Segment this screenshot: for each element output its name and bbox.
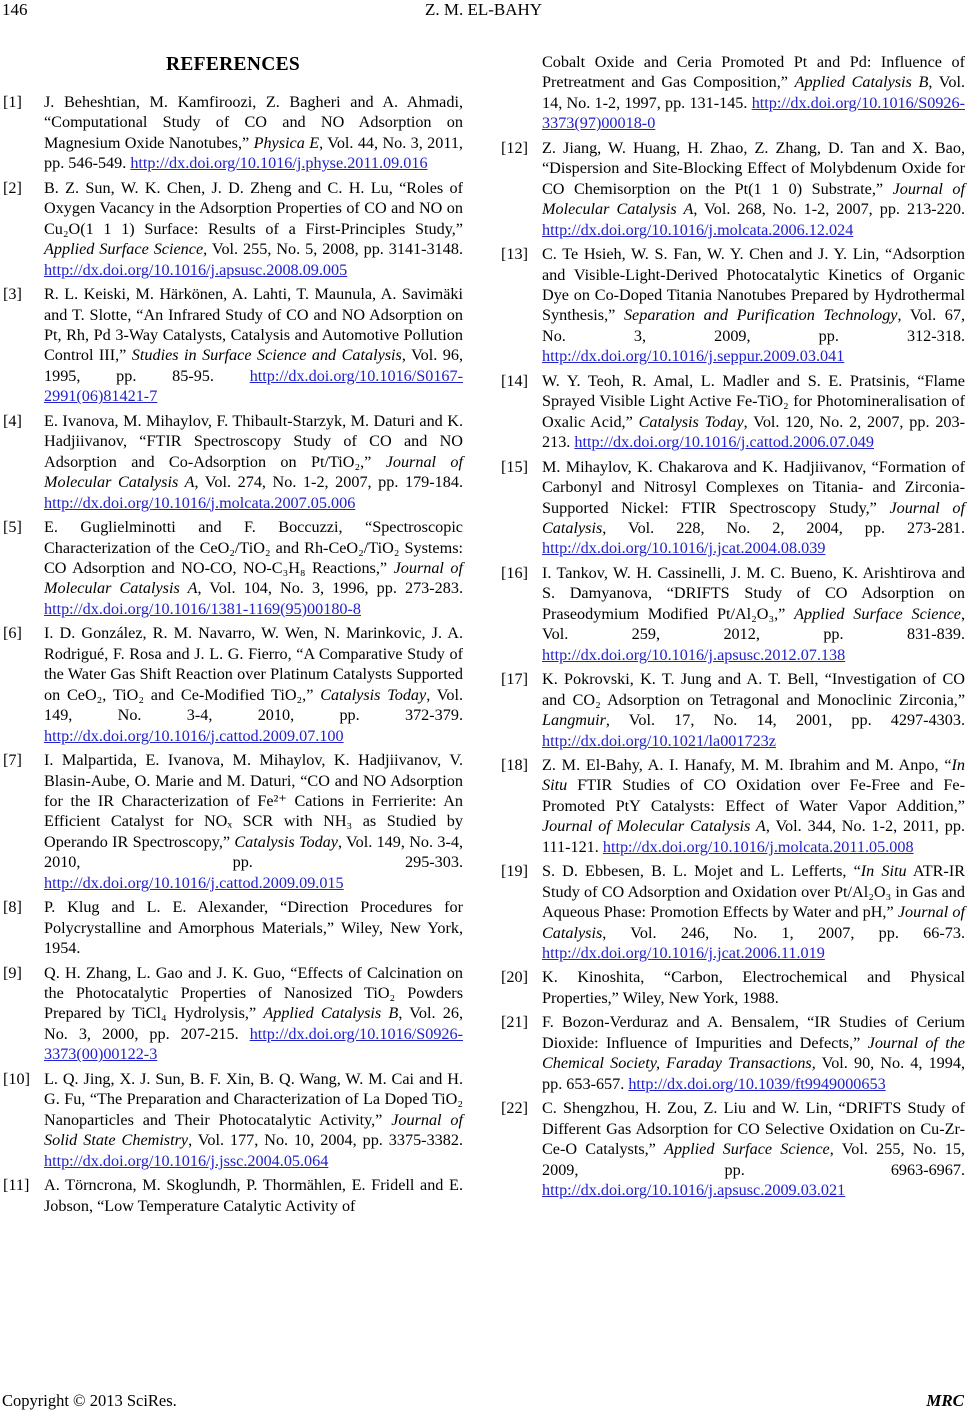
reference-item [501,861,965,963]
reference-number: [4] [3,411,22,430]
journal-title: Catalysis Today [320,685,427,704]
reference-text: W. Y. Teoh, R. Amal, L. Madler and S. E. Pratsinis, “Flame Sprayed Visible Light Active Fe-TiO₂ for Photomineralisation of Oxalic Acid,” Catalysis Today, Vol. 120, No. 2, 2007, pp. 203-213. http://dx.doi.org/10.1016/j.cattod.2006.07.049 [542,371,965,452]
reference-text: S. D. Ebbesen, B. L. Mojet and L. Lefferts, “In Situ ATR-IR Study of CO Adsorption and Oxidation over Pt/Al₂O₃ in Gas and Aqueous Phase: Promotion Effects by Water and pH,” Journal of Catalysis, Vol. 246, No. 1, 2007, pp. 66-73. http://dx.doi.org/10.1016/j.jcat.2006.11.019 [542,862,966,963]
reference-item [501,967,965,1008]
running-title: Z. M. EL-BAHY [424,0,543,19]
reference-text: Cobalt Oxide and Ceria Promoted Pt and Pd: Influence of Pretreatment and Gas Composition,” Applied Catalysis B, Vol. 14, No. 1-2, 1997, pp. 131-145. http://dx.doi.org/10.1016/S0926-3373(97)00018-0 [542,53,965,133]
doi-link[interactable]: http://dx.doi.org/10.1016/S0926-3373(00)00122-3 [44,1024,463,1064]
journal-title: Journal of Molecular Catalysis A [44,558,463,598]
reference-item [3,178,463,280]
journal-title: Applied Catalysis B [263,1004,399,1023]
reference-number: [17] [501,670,528,689]
reference-continuation [501,52,965,134]
reference-number: [20] [501,968,528,987]
journal-title: Journal of Molecular Catalysis A [542,179,965,219]
doi-link[interactable]: http://dx.doi.org/10.1016/j.physe.2011.09.016 [130,154,428,173]
reference-text: P. Klug and L. E. Alexander, “Direction Procedures for Polycrystalline and Amorphous Materials,” Wiley, New York, 1954. [44,898,463,958]
reference-number: [1] [3,93,22,111]
doi-link[interactable]: http://dx.doi.org/10.1016/j.jcat.2006.11.019 [542,944,825,963]
doi-link[interactable]: http://dx.doi.org/10.1016/j.apsusc.2008.09.005 [44,260,348,279]
reference-item [3,92,463,174]
reference-item [501,1098,965,1200]
reference-number: [18] [501,755,528,774]
reference-text: B. Z. Sun, W. K. Chen, J. D. Zheng and C. H. Lu, “Roles of Oxygen Vacancy in the Adsorption Properties of CO and NO on Cu₂O(1 1 1) Surface: Results of a First-Principles Study,” Applied Surface Science, Vol. 255, No. 5, 2008, pp. 3141-3148. http://dx.doi.org/10.1016/j.apsusc.2008.09.005 [44,178,463,279]
reference-text: I. Malpartida, E. Ivanova, M. Mihaylov, K. Hadjiivanov, V. Blasin-Aube, O. Marie and M. Daturi, “CO and NO Adsorption for the IR Characterization of Fe²⁺ Cations in Ferrierite: An Efficient Catalyst for NOₓ SCR with NH₃ as Studied by Operando IR Spectroscopy,” Catalysis Today, Vol. 149, No. 3-4, 2010, pp. 295-303. http://dx.doi.org/10.1016/j.cattod.2009.09.015 [44,751,463,892]
references-column-right [501,52,965,1204]
reference-item [3,517,463,619]
journal-title: Journal of Molecular Catalysis A [542,817,766,836]
reference-item [501,563,965,665]
reference-number: [7] [3,751,22,770]
reference-item [3,284,463,407]
journal-title: In Situ [860,862,907,881]
reference-number: [10] [3,1069,30,1088]
reference-number: [9] [3,963,22,982]
journal-title: Journal of Molecular Catalysis A [44,452,463,492]
doi-link[interactable]: http://dx.doi.org/10.1016/j.jssc.2004.05.064 [44,1151,329,1170]
reference-number: [2] [3,178,22,197]
reference-text: J. Beheshtian, M. Kamfiroozi, Z. Bagheri and A. Ahmadi, “Computational Study of CO and NO Adsorption on Magnesium Oxide Nanotubes,” Physica E, Vol. 44, No. 3, 2011, pp. 546-549. http://dx.doi.org/10.1016/j.physe.2011.09.016 [44,93,463,173]
journal-title: Applied Surface Science [664,1140,830,1159]
journal-title: Studies in Surface Science and Catalysis [131,346,402,365]
reference-item [3,623,463,746]
doi-link[interactable]: http://dx.doi.org/10.1016/j.cattod.2006.07.049 [574,433,874,452]
reference-text: I. D. González, R. M. Navarro, W. Wen, N. Marinkovic, J. A. Rodrigué, F. Rosa and J. L. G. Fierro, “A Comparative Study of the Water Gas Shift Reaction over Platinum Catalysts Supported on CeO₂, TiO₂ and Ce-Modified TiO₂,” Catalysis Today, Vol. 149, No. 3-4, 2010, pp. 372-379. http://dx.doi.org/10.1016/j.cattod.2009.07.100 [44,624,463,745]
reference-item [501,244,965,367]
doi-link[interactable]: http://dx.doi.org/10.1016/j.molcata.2011.05.008 [602,837,914,856]
doi-link[interactable]: http://dx.doi.org/10.1016/S0926-3373(97)00018-0 [542,93,965,133]
reference-number: [11] [3,1176,30,1195]
reference-text: E. Ivanova, M. Mihaylov, F. Thibault-Starzyk, M. Daturi and K. Hadjiivanov, “FTIR Spectroscopy Study of CO and NO Adsorption and Co-Adsorption on Pt/TiO₂,” Journal of Molecular Catalysis A, Vol. 274, No. 1-2, 2007, pp. 179-184. http://dx.doi.org/10.1016/j.molcata.2007.05.006 [44,411,463,512]
journal-title: Journal of Solid State Chemistry [44,1110,463,1150]
reference-text: R. L. Keiski, M. Härkönen, A. Lahti, T. Maunula, A. Savimäki and T. Slotte, “An Infrared Study of CO and NO Adsorption on Pt, Rh, Pd 3-Way Catalysts, Catalysis and Automotive Pollution Control III,” Studies in Surface Science and Catalysis, Vol. 96, 1995, pp. 85-95. http://dx.doi.org/10.1016/S0167-2991(06)81421-7 [44,285,464,406]
reference-number: [22] [501,1099,528,1118]
doi-link[interactable]: http://dx.doi.org/10.1016/j.apsusc.2012.07.138 [542,645,846,664]
reference-text: L. Q. Jing, X. J. Sun, B. F. Xin, B. Q. Wang, W. M. Cai and H. G. Fu, “The Preparation and Characterization of La Doped TiO₂ Nanoparticles and Their Photocatalytic Activity,” Journal of Solid State Chemistry, Vol. 177, No. 10, 2004, pp. 3375-3382. http://dx.doi.org/10.1016/j.jssc.2004.05.064 [44,1069,463,1170]
reference-text: C. Shengzhou, H. Zou, Z. Liu and W. Lin, “DRIFTS Study of Different Gas Adsorption for CO Selective Oxidation on Cu-Zr-Ce-O Catalysts,” Applied Surface Science, Vol. 255, No. 15, 2009, pp. 6963-6967. http://dx.doi.org/10.1016/j.apsusc.2009.03.021 [542,1099,965,1200]
journal-title: Journal of the Chemical Society, Faraday Transactions [542,1033,965,1073]
reference-text: Q. H. Zhang, L. Gao and J. K. Guo, “Effects of Calcination on the Photocatalytic Properties of Nanosized TiO₂ Powders Prepared by TiCl₄ Hydrolysis,” Applied Catalysis B, Vol. 26, No. 3, 2000, pp. 207-215. http://dx.doi.org/10.1016/S0926-3373(00)00122-3 [44,963,463,1064]
doi-link[interactable]: http://dx.doi.org/10.1016/S0167-2991(06)81421-7 [44,366,463,406]
journal-title: Physica E [253,133,320,152]
journal-title: Catalysis Today [234,832,338,851]
reference-text: K. Kinoshita, “Carbon, Electrochemical and Physical Properties,” Wiley, New York, 1988. [542,968,965,1007]
reference-number: [19] [501,862,528,881]
reference-text: Z. Jiang, W. Huang, H. Zhao, Z. Zhang, D. Tan and X. Bao, “Dispersion and Site-Blocking Effect of Molybdenum Oxide for CO Chemisorption on the Pt(1 1 0) Substrate,” Journal of Molecular Catalysis A, Vol. 268, No. 1-2, 2007, pp. 213-220. http://dx.doi.org/10.1016/j.molcata.2006.12.024 [542,138,965,239]
journal-title: Langmuir [542,711,606,730]
reference-item [501,457,965,559]
journal-title: Applied Surface Science [794,604,961,623]
doi-link[interactable]: http://dx.doi.org/10.1016/j.molcata.2007.05.006 [44,493,356,512]
journal-code: MRC [926,1391,964,1410]
reference-item [501,371,965,453]
reference-number: [21] [501,1013,528,1032]
doi-link[interactable]: http://dx.doi.org/10.1016/j.jcat.2004.08.039 [542,539,826,558]
references-column-left [3,50,463,1220]
journal-title: Journal of Catalysis [542,498,965,537]
page-number: 146 [2,0,28,19]
reference-number: [3] [3,285,22,304]
copyright-notice: Copyright © 2013 SciRes. [2,1391,177,1410]
reference-text: A. Törncrona, M. Skoglundh, P. Thormählen, E. Fridell and E. Jobson, “Low Temperature Catalytic Activity of [44,1176,463,1215]
reference-item [501,1012,965,1094]
doi-link[interactable]: http://dx.doi.org/10.1016/j.cattod.2009.09.015 [44,873,344,892]
reference-number: [16] [501,563,528,582]
reference-item [3,1069,463,1171]
doi-link[interactable]: http://dx.doi.org/10.1039/ft9949000653 [628,1074,886,1093]
journal-title: Journal of Catalysis [542,903,965,942]
reference-text: F. Bozon-Verduraz and A. Bensalem, “IR Studies of Cerium Dioxide: Influence of Impurities and Defects,” Journal of the Chemical Society, Faraday Transactions, Vol. 90, No. 4, 1994, pp. 653-657. http://dx.doi.org/10.1039/ft9949000653 [542,1013,965,1093]
reference-text: C. Te Hsieh, W. S. Fan, W. Y. Chen and J. Y. Lin, “Adsorption and Visible-Light-Derived Photocatalytic Kinetics of Organic Dye on Co-Doped Titania Nanotubes Prepared by Hydrothermal Synthesis,” Separation and Purification Technology, Vol. 67, No. 3, 2009, pp. 312-318. http://dx.doi.org/10.1016/j.seppur.2009.03.041 [542,245,966,366]
section-title: REFERENCES [165,54,301,75]
journal-title: Applied Surface Science [44,240,204,259]
doi-link[interactable]: http://dx.doi.org/10.1016/j.seppur.2009.03.041 [542,347,845,366]
reference-item [3,897,463,958]
reference-number: [13] [501,245,528,264]
reference-item [501,138,965,240]
reference-item [3,963,463,1065]
reference-text: E. Guglielminotti and F. Boccuzzi, “Spectroscopic Characterization of the CeO₂/TiO₂ and Rh-CeO₂/TiO₂ Systems: CO Adsorption and NO-CO, NO-C₃H₈ Reactions,” Journal of Molecular Catalysis A, Vol. 104, No. 3, 1996, pp. 273-283. http://dx.doi.org/10.1016/1381-1169(95)00180-8 [44,518,463,618]
reference-text: K. Pokrovski, K. T. Jung and A. T. Bell, “Investigation of CO and CO₂ Adsorption on Tetragonal and Monoclinic Zirconia,” Langmuir, Vol. 17, No. 14, 2001, pp. 4297-4303. http://dx.doi.org/10.1021/la001723z [542,670,965,750]
reference-item [3,1175,463,1216]
doi-link[interactable]: http://dx.doi.org/10.1021/la001723z [542,731,776,750]
reference-number: [12] [501,138,528,157]
journal-title: In Situ [542,755,965,795]
doi-link[interactable]: http://dx.doi.org/10.1016/j.molcata.2006.12.024 [542,220,854,239]
reference-text: M. Mihaylov, K. Chakarova and K. Hadjiivanov, “Formation of Carbonyl and Nitrosyl Complexes on Titania- and Zirconia-Supported Nickel: FTIR Spectroscopy Study,” Journal of Catalysis, Vol. 228, No. 2, 2004, pp. 273-281. http://dx.doi.org/10.1016/j.jcat.2004.08.039 [542,457,965,558]
reference-item [501,669,965,751]
reference-number: [5] [3,518,22,537]
reference-text: Z. M. El-Bahy, A. I. Hanafy, M. M. Ibrahim and M. Anpo, “In Situ FTIR Studies of CO Oxidation over Fe-Free and Fe-Promoted PtY Catalysts: Effect of Water Vapor Addition,” Journal of Molecular Catalysis A, Vol. 344, No. 1-2, 2011, pp. 111-121. http://dx.doi.org/10.1016/j.molcata.2011.05.008 [542,755,965,856]
reference-number: [8] [3,898,22,917]
reference-number: [15] [501,457,528,476]
reference-number: [6] [3,624,22,643]
reference-item [501,755,965,857]
reference-text: I. Tankov, W. H. Cassinelli, J. M. C. Bueno, K. Arishtirova and S. Damyanova, “DRIFTS Study of CO Adsorption on Praseodymium Modified Pt/Al₂O₃,” Applied Surface Science, Vol. 259, 2012, pp. 831-839. http://dx.doi.org/10.1016/j.apsusc.2012.07.138 [542,563,965,664]
reference-number: [14] [501,371,528,390]
doi-link[interactable]: http://dx.doi.org/10.1016/j.apsusc.2009.03.021 [542,1181,846,1200]
doi-link[interactable]: http://dx.doi.org/10.1016/1381-1169(95)00180-8 [44,599,361,618]
reference-item [3,750,463,893]
journal-title: Catalysis Today [638,412,744,431]
journal-title: Applied Catalysis B [794,73,929,92]
doi-link[interactable]: http://dx.doi.org/10.1016/j.cattod.2009.07.100 [44,726,344,745]
journal-title: Separation and Purification Technology [623,306,898,325]
reference-item [3,411,463,513]
